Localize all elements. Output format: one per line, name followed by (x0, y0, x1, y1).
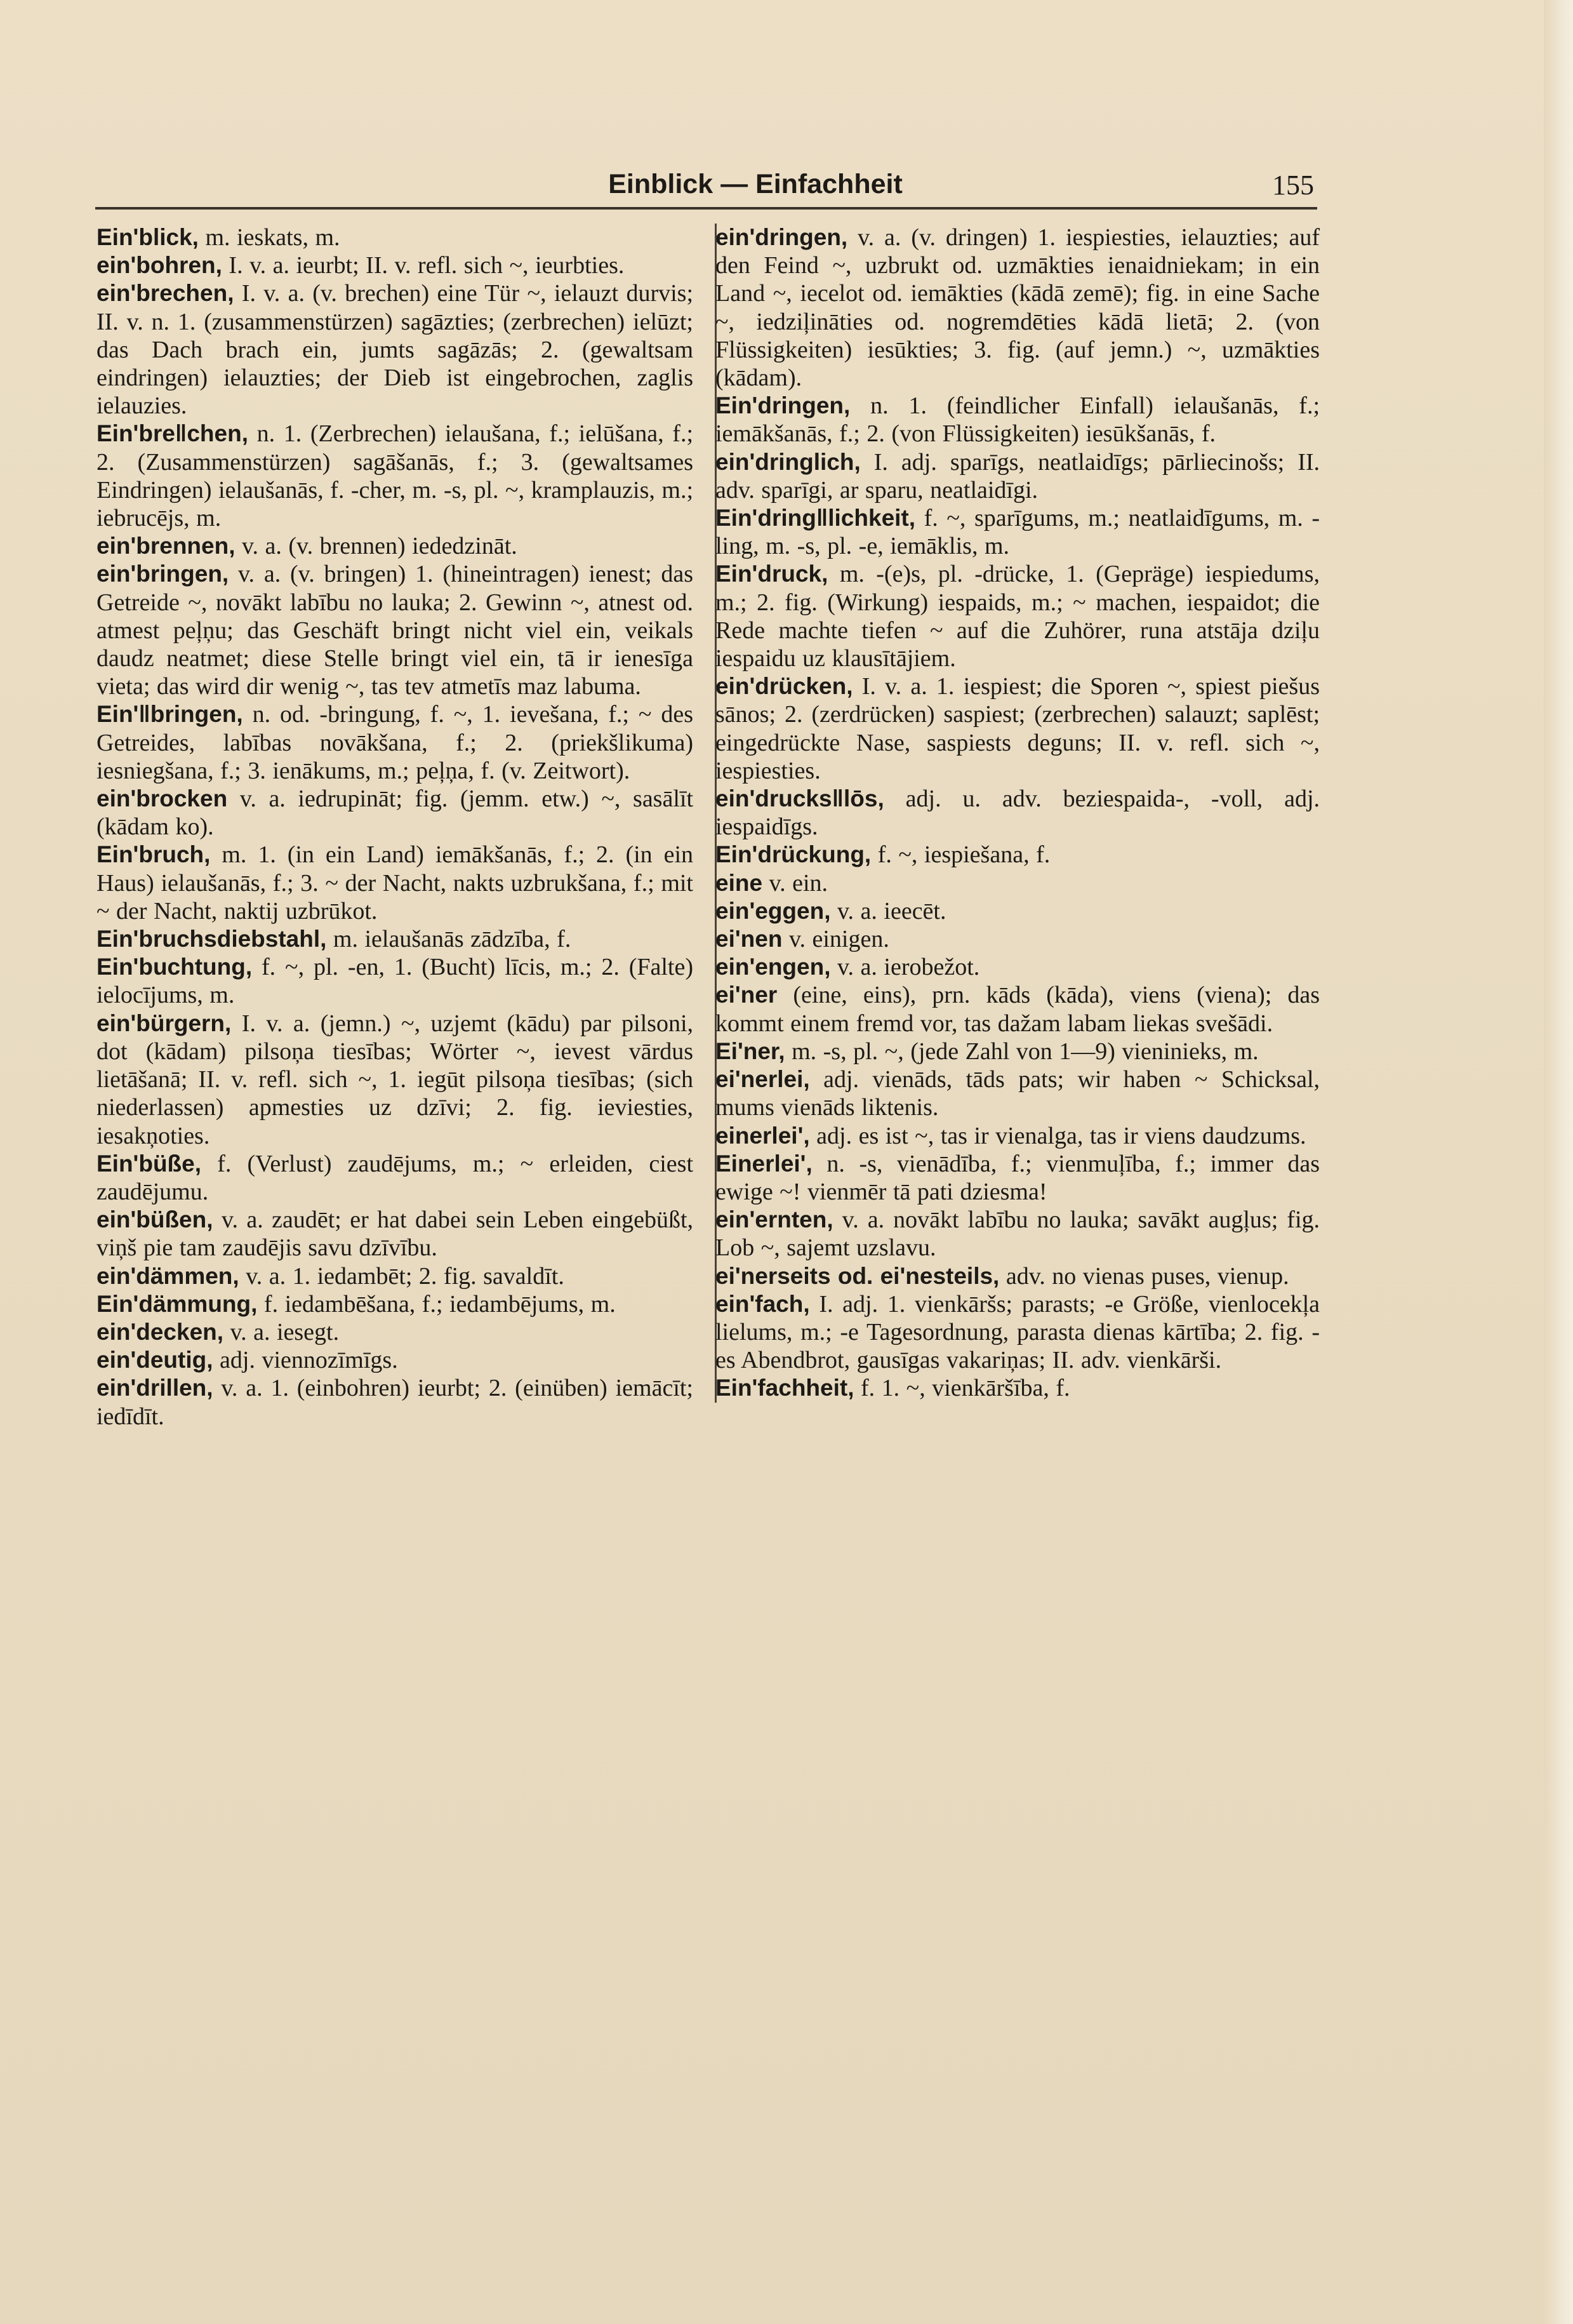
page-number: 155 (1272, 170, 1314, 201)
entry-text: (eine, eins), prn. kāds (kāda), viens (viena); das kommt einem fremd vor, tas dažam labam liekas svešādi. (715, 982, 1320, 1037)
entry-headword: Ein'dringen, (715, 392, 851, 419)
dictionary-entry (715, 1150, 1320, 1206)
running-head: Einblick — Einfachheit (608, 169, 903, 199)
dictionary-entry (96, 279, 693, 420)
entry-headword: ein'decken, (96, 1318, 224, 1345)
entry-text: m. -s, pl. ~, (jede Zahl von 1—9) vieninieks, m. (792, 1038, 1259, 1065)
entry-text: m. 1. (in ein Land) iemākšanās, f.; 2. (in ein Haus) ielaušanās, f.; 3. ~ der Nacht, nakts uzbrukšana, f.; mit ~ der Nacht, naktij uzbrūkot. (96, 841, 693, 925)
dictionary-entry (715, 1262, 1320, 1290)
dictionary-entry (715, 953, 1320, 981)
dictionary-entry (96, 1206, 693, 1262)
entry-headword: ein'dringlich, (715, 448, 861, 475)
entry-headword: ein'deutig, (96, 1347, 213, 1373)
entry-text: n. 1. (feindlicher Einfall) ielaušanās, f.; iemākšanās, f.; 2. (von Flüssigkeiten) iesūkšanās, f. (715, 392, 1320, 448)
entry-text: m. ielaušanās zādzība, f. (333, 926, 571, 953)
dictionary-entry (96, 532, 693, 560)
entry-text: f. iedambēšana, f.; iedambējums, m. (263, 1290, 616, 1318)
dictionary-entry (715, 981, 1320, 1037)
entry-text: v. a. ieecēt. (837, 897, 946, 925)
entry-text: v. a. (v. dringen) 1. iespiesties, ielauzties; auf den Feind ~, uzbrukt od. uzmākties ienaidniekam; in ein Land ~, iecelot od. iemākties (kādā zemē); fig. in eine Sache ~, iedziļināties od. nogremdēties kādā lietā; 2. (von Flüssigkeiten) iesūkties; 3. fig. (auf jemn.) ~, uzmākties (kādam). (715, 224, 1320, 392)
entry-headword: Ein'dring‖lichkeit, (715, 505, 916, 531)
entry-text: I. v. a. (v. brechen) eine Tür ~, ielauzt durvis; II. v. n. 1. (zusammenstürzen) sagāzties; (zerbrechen) ielūzt; das Dach brach ein, jumts sagāzās; 2. (gewaltsam eindringen) ielauzties; der Dieb ist eingebrochen, zaglis ielauzies. (96, 280, 694, 420)
dictionary-entry (96, 1374, 693, 1430)
dictionary-entry (715, 448, 1320, 504)
entry-text: v. a. 1. iedambēt; 2. fig. savaldīt. (246, 1262, 564, 1290)
entry-headword: ein'ernten, (715, 1206, 833, 1233)
dictionary-entry (715, 1065, 1320, 1121)
dictionary-entry (96, 785, 693, 841)
dictionary-entry (715, 224, 1320, 392)
left-column (96, 224, 693, 1431)
right-column-entries (715, 224, 1320, 1403)
entry-headword: ein'drillen, (96, 1375, 213, 1401)
entry-headword: Einerlei', (715, 1150, 813, 1177)
dictionary-entry (96, 1346, 693, 1374)
dictionary-entry (715, 504, 1320, 560)
entry-headword: ein'brennen, (96, 533, 236, 559)
entry-text: adj. u. adv. beziespaida-, -voll, adj. iespaidīgs. (715, 785, 1320, 841)
entry-headword: Ein'bruchsdiebstahl, (96, 926, 327, 952)
dictionary-entry (96, 420, 693, 532)
dictionary-entry (96, 925, 693, 953)
entry-headword: ein'engen, (715, 954, 831, 980)
entry-headword: ein'dringen, (715, 224, 848, 250)
dictionary-entry (96, 1010, 693, 1150)
entry-headword: ein'fach, (715, 1290, 810, 1317)
entry-headword: Ein'buchtung, (96, 954, 253, 980)
entry-headword: Ein'bre‖chen, (96, 420, 248, 447)
entry-headword: Ein'büße, (96, 1150, 202, 1177)
entry-text: adj. es ist ~, tas ir vienalga, tas ir viens daudzums. (816, 1122, 1306, 1149)
dictionary-entry (715, 560, 1320, 672)
entry-text: adj. vienāds, tāds pats; wir haben ~ Schicksal, mums vienāds liktenis. (715, 1066, 1320, 1121)
entry-text: I. adj. sparīgs, neatlaidīgs; pārliecinošs; II. adv. sparīgi, ar sparu, neatlaidīgi. (715, 448, 1320, 504)
entry-headword: Ein'‖bringen, (96, 701, 243, 728)
entry-text: I. adj. 1. vienkāršs; parasts; -e Größe, vienlocekļa lielums, m.; -e Tagesordnung, parasta dienas kārtība; 2. fig. -es Abendbrot, gausīgas vakariņas; II. adv. vienkārši. (715, 1290, 1320, 1374)
entry-text: v. a. (v. brennen) iededzināt. (242, 533, 517, 560)
dictionary-entry (715, 392, 1320, 448)
dictionary-entry (96, 1318, 693, 1346)
dictionary-entry (96, 1150, 693, 1206)
dictionary-entry (715, 1374, 1320, 1402)
dictionary-entry (96, 251, 693, 279)
entry-headword: ei'nen (715, 926, 783, 952)
dictionary-entry (715, 1122, 1320, 1150)
entry-headword: Ein'druck, (715, 561, 828, 587)
entry-text: v. ein. (769, 869, 828, 897)
page-edge (1544, 0, 1573, 2324)
dictionary-entry (96, 560, 693, 700)
entry-headword: ei'nerlei, (715, 1066, 810, 1093)
entry-text: n. -s, vienādība, f.; vienmuļība, f.; immer das ewige ~! vienmēr tā pati dziesma! (715, 1150, 1320, 1205)
dictionary-entry (96, 953, 693, 1009)
entry-text: m. ieskats, m. (205, 224, 340, 251)
entry-text: v. a. 1. (einbohren) ieurbt; 2. (einüben) iemācīt; iedīdīt. (96, 1375, 693, 1430)
entry-text: f. 1. ~, vienkāršība, f. (861, 1375, 1070, 1402)
entry-text: v. a. novākt labību no lauka; savākt augļus; fig. Lob ~, sajemt uzslavu. (715, 1206, 1320, 1262)
entry-headword: Ein'fachheit, (715, 1375, 854, 1401)
entry-headword: ein'dämmen, (96, 1262, 239, 1289)
entry-headword: Ei'ner, (715, 1038, 785, 1064)
page-header (95, 166, 1314, 204)
entry-headword: ein'bürgern, (96, 1010, 232, 1036)
entry-text: v. a. (v. bringen) 1. (hineintragen) ienest; das Getreide ~, novākt labību no lauka; 2. Gewinn ~, atnest od. atmest peļņu; das Geschäft bringt nicht viel ein, veikals daudz neatmet; diese Stelle bringt viel ein, tā ir ienesīga vieta; das wird dir wenig ~, tas tev atmetīs maz labuma. (96, 561, 694, 700)
entry-headword: eine (715, 869, 763, 896)
entry-text: v. a. iedrupināt; fig. (jemm. etw.) ~, sasālīt (kādam ko). (96, 785, 694, 841)
entry-headword: ein'drücken, (715, 673, 853, 700)
entry-text: I. v. a. ieurbt; II. v. refl. sich ~, ieurbties. (229, 252, 625, 279)
entry-text: v. a. zaudēt; er hat dabei sein Leben eingebüßt, viņš pie tam zaudējis savu dzīvību. (96, 1206, 693, 1262)
dictionary-entry (96, 1262, 693, 1290)
entry-text: f. (Verlust) zaudējums, m.; ~ erleiden, ciest zaudējumu. (96, 1150, 694, 1205)
dictionary-entry (715, 869, 1320, 897)
dictionary-entry (715, 1038, 1320, 1065)
entry-text: I. v. a. (jemn.) ~, uzjemt (kādu) par pilsoni, dot (kādam) pilsoņa tiesības; Wörter ~, ievest vārdus lietāšanā; II. v. refl. sich ~, 1. iegūt pilsoņa tiesības; (sich niederlassen) apmesties uz dzīvi; 2. fig. ieviesties, iesakņoties. (96, 1010, 693, 1149)
entry-text: v. a. iesegt. (230, 1318, 340, 1346)
dictionary-entry (715, 897, 1320, 925)
entry-text: adj. viennozīmīgs. (220, 1347, 398, 1374)
entry-headword: ei'nerseits od. ei'nesteils, (715, 1262, 1000, 1289)
entry-headword: Ein'bruch, (96, 841, 211, 868)
dictionary-entry (715, 672, 1320, 785)
entry-headword: ein'büßen, (96, 1206, 213, 1233)
entry-text: f. ~, iespiešana, f. (877, 841, 1051, 869)
dictionary-entry (96, 841, 693, 925)
entry-text: f. ~, pl. -en, 1. (Bucht) līcis, m.; 2. (Falte) ielocījums, m. (96, 954, 693, 1009)
entry-text: I. v. a. 1. iespiest; die Sporen ~, spiest piešus sānos; 2. (zerdrücken) saspiest; (zerbrechen) salauzt; saplēst; eingedrückte Nase, saspiests deguns; II. v. refl. sich ~, iespiesties. (715, 673, 1320, 784)
entry-headword: Ein'dämmung, (96, 1290, 258, 1317)
entry-text: v. a. ierobežot. (837, 954, 980, 981)
entry-headword: ein'brechen, (96, 280, 234, 307)
entry-text: f. ~, sparīgums, m.; neatlaidīgums, m. -ling, m. -s, pl. -e, iemāklis, m. (715, 505, 1320, 560)
dictionary-entry (715, 841, 1320, 869)
dictionary-entry (96, 700, 693, 785)
header-rule (95, 207, 1317, 210)
entry-headword: Ein'drückung, (715, 841, 872, 868)
dictionary-entry (715, 785, 1320, 841)
entry-headword: ein'bohren, (96, 252, 222, 279)
dictionary-entry (715, 1290, 1320, 1375)
entry-headword: ein'brocken (96, 785, 228, 812)
entry-headword: einerlei', (715, 1122, 810, 1149)
dictionary-entry (96, 224, 693, 251)
dictionary-entry (715, 925, 1320, 953)
dictionary-entry (715, 1206, 1320, 1262)
entry-headword: ein'bringen, (96, 561, 229, 587)
entry-text: m. -(e)s, pl. -drücke, 1. (Gepräge) iespiedums, m.; 2. fig. (Wirkung) iespaids, m.; ~ machen, iespaidot; die Rede machte tiefen ~ auf die Zuhörer, runa atstāja dziļu iespaidu uz klausītājiem. (715, 561, 1320, 672)
right-column (715, 224, 1320, 1403)
entry-text: n. od. -bringung, f. ~, 1. ievešana, f.; ~ des Getreides, labības novākšana, f.; 2. (priekšlikuma) iesniegšana, f.; 3. ienākums, m.; peļņa, f. (v. Zeitwort). (96, 701, 693, 784)
entry-text: n. 1. (Zerbrechen) ielaušana, f.; ielūšana, f.; 2. (Zusammenstürzen) sagāšanās, f.; 3. (gewaltsames Eindringen) ielaušanās, f. -cher, m. -s, pl. ~, kramplauzis, m.; iebrucējs, m. (96, 420, 694, 532)
entry-headword: ein'eggen, (715, 897, 831, 924)
entry-text: v. einigen. (788, 926, 889, 953)
dictionary-entry (96, 1290, 693, 1318)
entry-headword: ei'ner (715, 982, 778, 1008)
entry-headword: Ein'blick, (96, 224, 199, 250)
entry-text: adv. no vienas puses, vienup. (1006, 1262, 1289, 1290)
entry-headword: ein'drucks‖lōs, (715, 785, 884, 812)
